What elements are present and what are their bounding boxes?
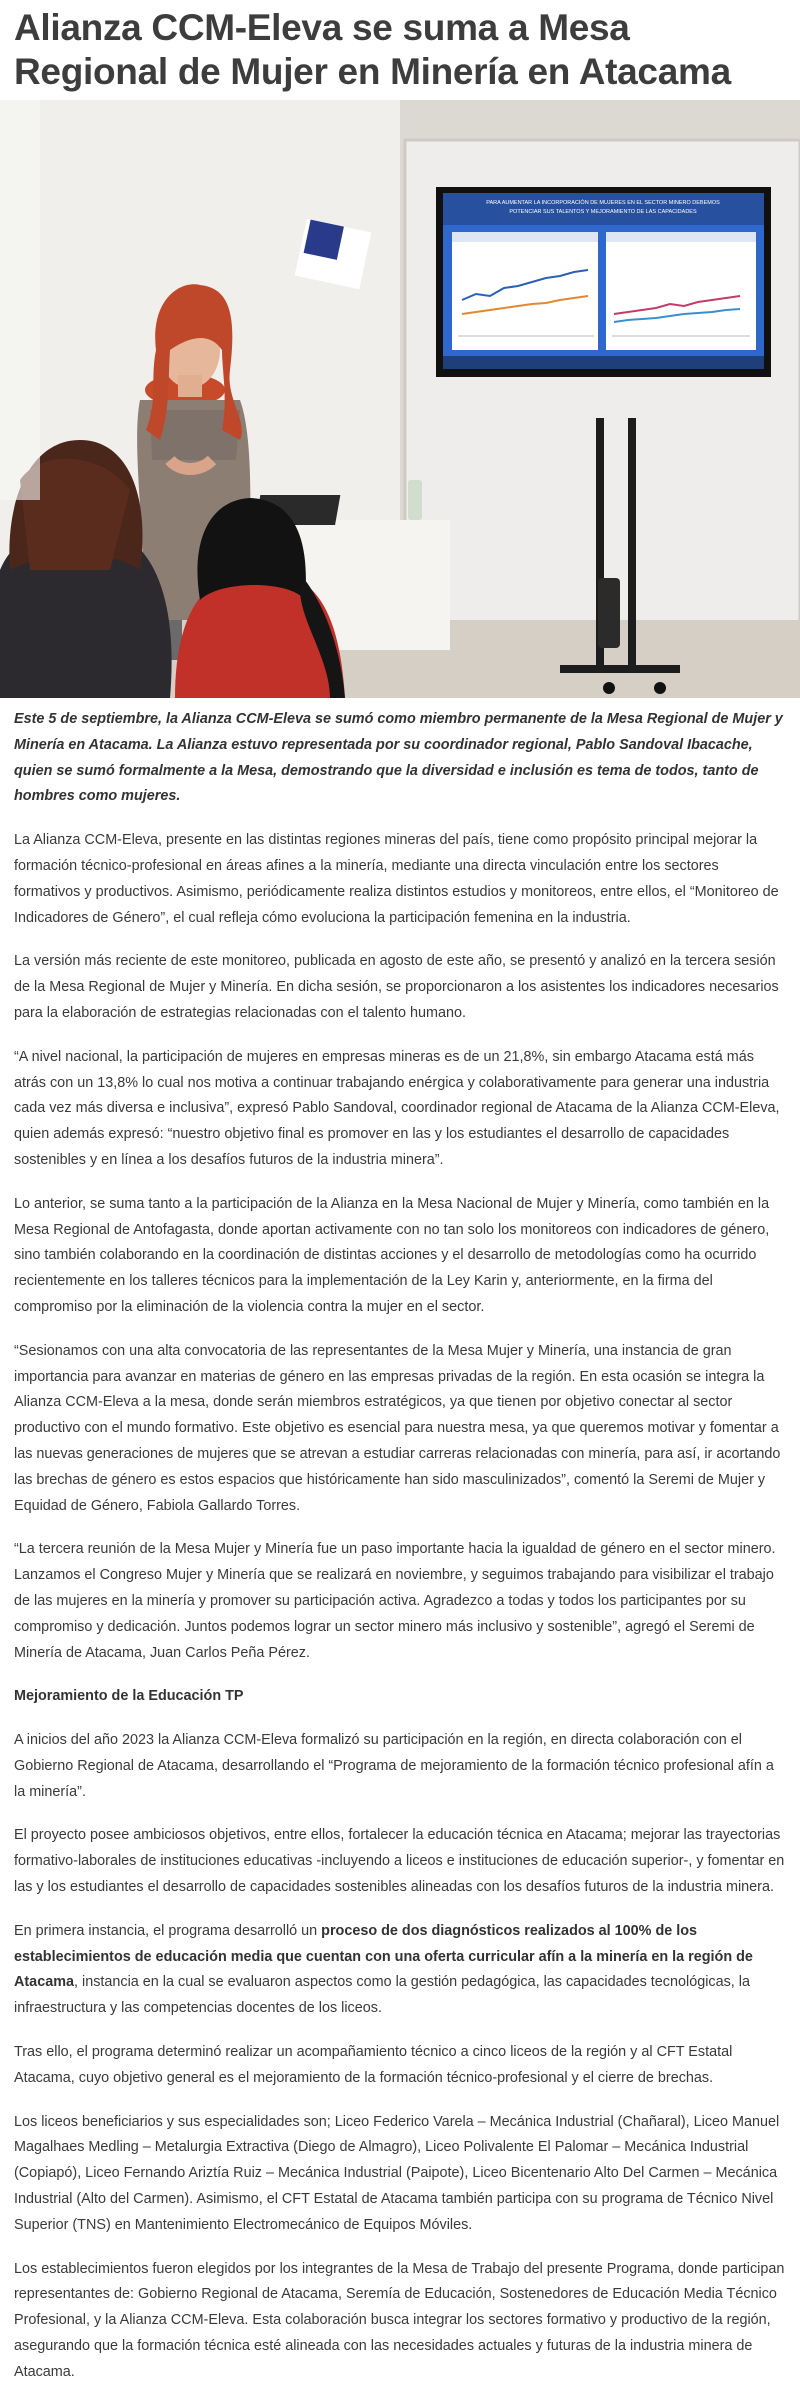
- tv-screen-subtitle: POTENCIAR SUS TALENTOS Y MEJORAMIENTO DE LAS CAPACIDADES: [509, 209, 697, 215]
- article-paragraph: El proyecto posee ambiciosos objetivos, entre ellos, fortalecer la educación técnica en Atacama; mejorar las trayectorias formativo-laborales de instituciones educativas -incluyendo a liceos e instituciones de educación superior-, y fomentar en las y los estudiantes el desarrollo de capacidades sostenibles alineadas con los desafíos futuros de la industria minera.: [14, 1827, 785, 1896]
- article-photo: [0, 100, 800, 698]
- article-paragraph: “A nivel nacional, la participación de mujeres en empresas mineras es de un 21,8%, sin embargo Atacama está más atrás con un 13,8% lo cual nos motiva a continuar trabajando enérgica y colaborativamente para generar una industria cada vez más diversa e inclusiva”, expresó Pablo Sandoval, coordinador regional de Atacama de la Alianza CCM-Eleva, quien además expresó: “nuestro objetivo final es promover en las y los estudiantes el desarrollo de capacidades sostenibles y en línea a los desafíos futuros de la industria minera”.: [14, 1048, 780, 1168]
- section-heading: Mejoramiento de la Educación TP: [14, 1688, 244, 1705]
- article-paragraph: “La tercera reunión de la Mesa Mujer y Minería fue un paso importante hacia la igualdad de género en el sector minero. Lanzamos el Congreso Mujer y Minería que se realizará en noviembre, y seguimos trabajando para visibilizar el trabajo de las mujeres en la minería y promover su participación activa. Agradezco a todas y todos los participantes por su compromiso y dedicación. Juntos podemos lograr un sector minero más inclusivo y sostenible”, agregó el Seremi de Minería de Atacama, Juan Carlos Peña Pérez.: [14, 1541, 776, 1661]
- article-title: Alianza CCM-Eleva se suma a Mesa Regional de Mujer en Minería en Atacama: [14, 7, 731, 92]
- paragraph-text: En primera instancia, el programa desarrolló un: [14, 1922, 322, 1939]
- article-paragraph: [14, 1919, 786, 2022]
- paragraph-text: , instancia en la cual se evaluaron aspectos como la gestión pedagógica, las capacidades tecnológicas, la infraestructura y las competencias docentes de los liceos.: [14, 1974, 750, 2017]
- article-paragraph: Los establecimientos fueron elegidos por los integrantes de la Mesa de Trabajo del presente Programa, donde participan representantes de: Gobierno Regional de Atacama, Seremía de Educación, Sostenedores de Educación Media Técnico Profesional, y la Alianza CCM-Eleva. Esta colaboración busca integrar los sectores formativo y productivo de la región, asegurando que la formación técnica esté alineada con las necesidades actuales y futuras de la industria minera de Atacama.: [14, 2260, 785, 2380]
- article-paragraph: La versión más reciente de este monitoreo, publicada en agosto de este año, se presentó y analizó en la tercera sesión de la Mesa Regional de Mujer y Minería. En dicha sesión, se proporcionaron a los asistentes los indicadores necesarios para la elaboración de estrategias relacionadas con el talento humano.: [14, 953, 779, 1021]
- presentation-photo: [0, 100, 800, 698]
- article-paragraph: Los liceos beneficiarios y sus especialidades son; Liceo Federico Varela – Mecánica Industrial (Chañaral), Liceo Manuel Magalhaes Medling – Metalurgia Extractiva (Diego de Almagro), Liceo Polivalente El Palomar – Mecánica Industrial (Copiapó), Liceo Fernando Ariztía Ruiz – Mecánica Industrial (Paipote), Liceo Bicentenario Alto Del Carmen – Mecánica Industrial (Alto del Carmen). Asimismo, el CFT Estatal de Atacama también participa con su programa de Técnico Nivel Superior (TNS) en Mantenimiento Electromecánico de Equipos Móviles.: [14, 2113, 780, 2233]
- article-paragraph: A inicios del año 2023 la Alianza CCM-Eleva formalizó su participación en la región, en directa colaboración con el Gobierno Regional de Atacama, desarrollando el “Programa de mejoramiento de la formación técnico profesional afín a la minería”.: [14, 1732, 774, 1800]
- article-paragraph: “Sesionamos con una alta convocatoria de las representantes de la Mesa Mujer y Minería, una instancia de gran importancia para avanzar en materias de género en las empresas privadas de la región. En esta ocasión se integra la Alianza CCM-Eleva a la mesa, donde serán miembros estratégicos, ya que tienen por objetivo conectar al sector productivo con el mundo formativo. Este objetivo es esencial para nuestra mesa, ya que queremos motivar y fomentar a las nuevas generaciones de mujeres que se atrevan a estudiar carreras relacionadas con minería, para así, ir acortando las brechas de género es estos espacios que históricamente han sido masculinizados”, comentó la Seremi de Mujer y Equidad de Género, Fabiola Gallardo Torres.: [14, 1342, 781, 1514]
- article-body: [14, 707, 786, 2404]
- tv-screen-title: PARA AUMENTAR LA INCORPORACIÓN DE MUJERES EN EL SECTOR MINERO DEBEMOS: [486, 200, 720, 206]
- tv-screen: [436, 187, 771, 377]
- highlighted-text: proceso de dos diagnósticos realizados al 100% de los establecimientos de educación media que cuentan con una oferta curricular afín a la minería en la región de Atacama: [14, 1922, 753, 1991]
- article-paragraph: Lo anterior, se suma tanto a la participación de la Alianza en la Mesa Nacional de Mujer y Minería, como también en la Mesa Regional de Antofagasta, donde aportan activamente con no tan solo los monitoreos con indicadores de género, sino también colaborando en la coordinación de distintas acciones y el desarrollo de metodologías como ha ocurrido recientemente en los talleres técnicos para la implementación de la Ley Karin y, anteriormente, en la firma del compromiso por la eliminación de la violencia contra la mujer en el sector.: [14, 1195, 770, 1315]
- article-paragraph: Tras ello, el programa determinó realizar un acompañamiento técnico a cinco liceos de la región y al CFT Estatal Atacama, cuyo objetivo general es el mejoramiento de la formación técnico-profesional y el cierre de brechas.: [14, 2044, 733, 2086]
- article-paragraph: La Alianza CCM-Eleva, presente en las distintas regiones mineras del país, tiene como propósito principal mejorar la formación técnico-profesional en áreas afines a la minería, mediante una directa vinculación entre los sectores formativos y productivos. Asimismo, periódicamente realiza distintos estudios y monitoreos, entre ellos, el “Monitoreo de Indicadores de Género”, el cual refleja cómo evoluciona la participación femenina en la industria.: [14, 832, 779, 926]
- article-lead: Este 5 de septiembre, la Alianza CCM-Eleva se sumó como miembro permanente de la Mesa Regional de Mujer y Minería en Atacama. La Alianza estuvo representada por su coordinador regional, Pablo Sandoval Ibacache, quien se sumó formalmente a la Mesa, demostrando que la diversidad e inclusión es tema de todos, tanto de hombres como mujeres.: [14, 711, 783, 805]
